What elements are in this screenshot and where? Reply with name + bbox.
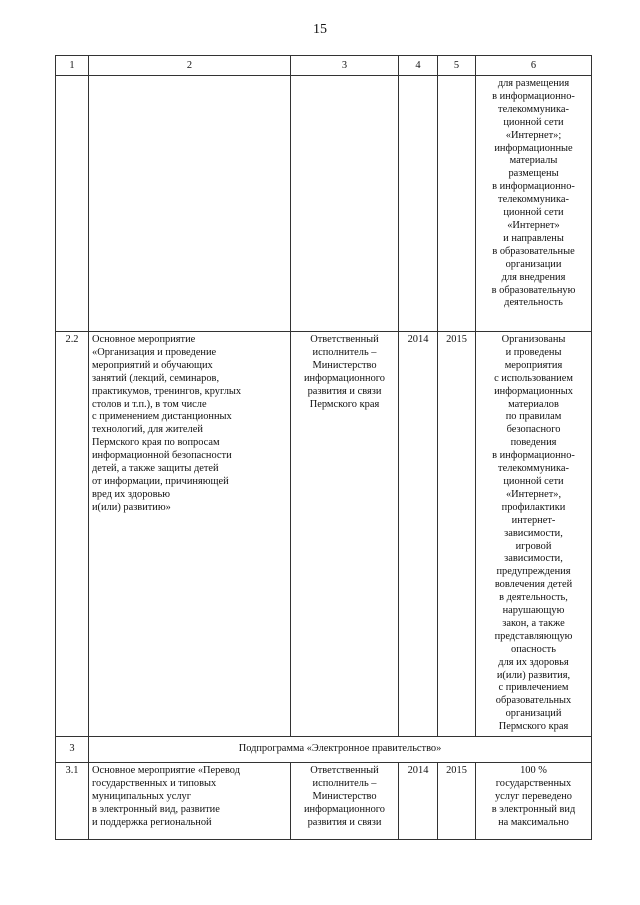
expected-result: Организованы и проведены мероприятия с использованием информационных материалов по правилам безопасного поведения в информационно- телекоммуника- ционной сети «Интернет», профилактики интернет- зависимости, игровой зависимости, предупреждения вовлечения детей в деятельность, нарушающую закон, а также представляющую опасность для их здоровья и(или) развития, с привлечением образовательных организаций Пермского края	[476, 332, 592, 737]
start-year: 2014	[399, 332, 438, 737]
subprogram-title: Подпрограмма «Электронное правительство»	[89, 737, 592, 763]
row-number: 3	[56, 737, 89, 763]
program-table	[55, 55, 592, 840]
table-header-row	[56, 56, 592, 76]
end-year: 2015	[438, 332, 476, 737]
row-number	[56, 76, 89, 332]
header-col-2: 2	[89, 56, 291, 76]
activity-description: Основное мероприятие «Организация и проведение мероприятий и обучающих занятий (лекций, семинаров, практикумов, тренингов, круглых столов и т.п.), в том числе с применением дистанционных технологий, для жителей Пермского края по вопросам информационной безопасности детей, а также защиты детей от информации, причиняющей вред их здоровью и(или) развитию»	[89, 332, 291, 737]
expected-result: для размещения в информационно- телекоммуника- ционной сети «Интернет»; информационные материалы размещены в информационно- телекоммуника- ционной сети «Интернет» и направлены в образовательные организации для внедрения в образовательную деятельность	[476, 76, 592, 332]
table-row-continued	[56, 76, 592, 332]
row-number: 2.2	[56, 332, 89, 737]
header-col-4: 4	[399, 56, 438, 76]
end-year	[438, 76, 476, 332]
header-col-1: 1	[56, 56, 89, 76]
executor-cell: Ответственный исполнитель – Министерство информационного развития и связи	[291, 763, 399, 840]
table-row-3-1	[56, 763, 592, 840]
expected-result: 100 % государственных услуг переведено в электронный вид на максимально	[476, 763, 592, 840]
table-row-subprogram	[56, 737, 592, 763]
start-year: 2014	[399, 763, 438, 840]
activity-description: Основное мероприятие «Перевод государственных и типовых муниципальных услуг в электронный вид, развитие и поддержка региональной	[89, 763, 291, 840]
activity-description	[89, 76, 291, 332]
header-col-3: 3	[291, 56, 399, 76]
table-row-2-2	[56, 332, 592, 737]
header-col-5: 5	[438, 56, 476, 76]
executor-cell: Ответственный исполнитель – Министерство информационного развития и связи Пермского края	[291, 332, 399, 737]
page-number: 15	[313, 22, 327, 37]
end-year: 2015	[438, 763, 476, 840]
header-col-6: 6	[476, 56, 592, 76]
start-year	[399, 76, 438, 332]
executor-cell	[291, 76, 399, 332]
row-number: 3.1	[56, 763, 89, 840]
